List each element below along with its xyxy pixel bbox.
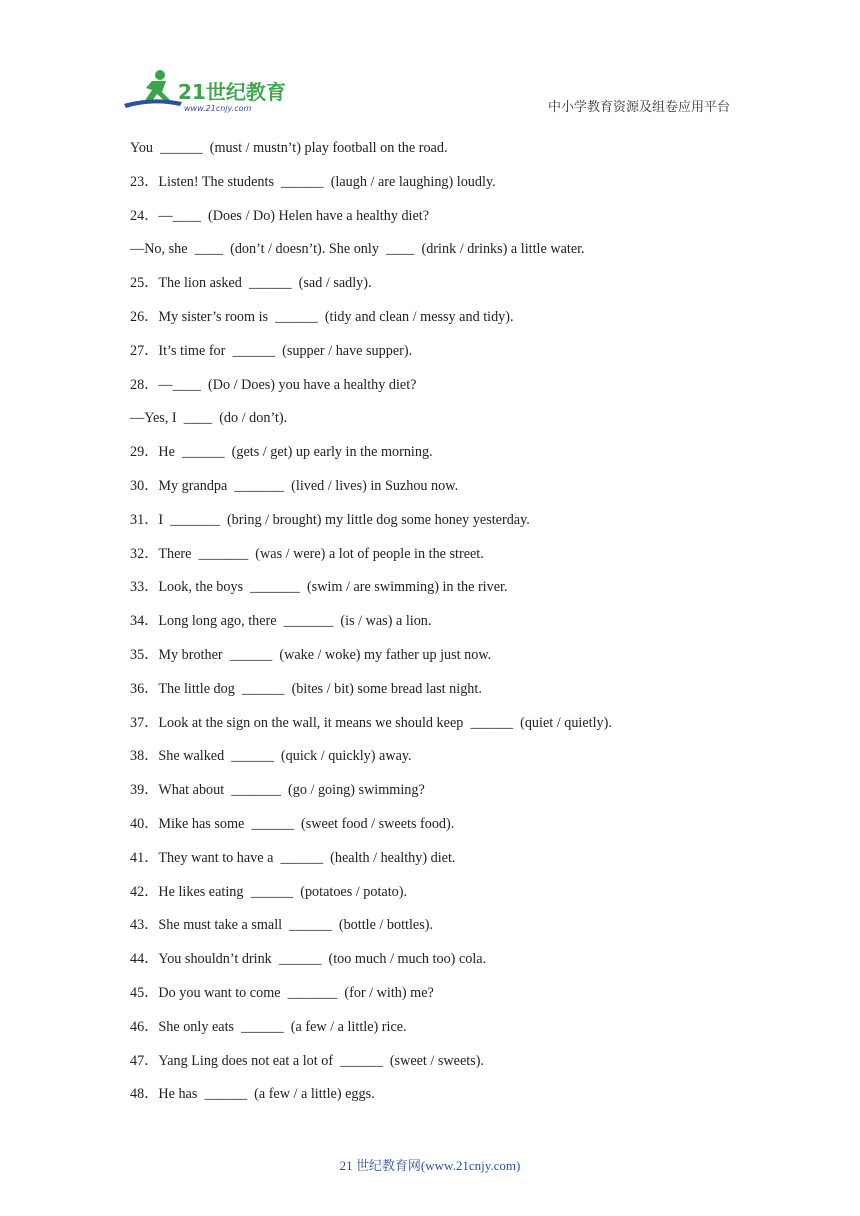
question-line: 26．My sister’s room is ______ (tidy and clean / messy and tidy). [130,308,514,325]
question-line: 38．She walked ______ (quick / quickly) away. [130,748,412,765]
question-line: 37．Look at the sign on the wall, it means we should keep ______ (quiet / quietly). [130,714,612,731]
logo [122,66,292,116]
question-list [130,138,750,1118]
question-line: —No, she ____ (don’t / doesn’t). She only ____ (drink / drinks) a little water. [130,241,585,258]
question-line: 46．She only eats ______ (a few / a little) rice. [130,1018,407,1035]
question-line: 34．Long long ago, there _______ (is / was) a lion. [130,613,432,630]
page-header [0,0,860,130]
footer-text: 21 世纪教育网(www.21cnjy.com) [339,1158,521,1173]
question-line: You ______ (must / mustn’t) play football on the road. [130,140,448,156]
logo-text: 21世纪教育 [178,80,286,104]
logo-url: www.21cnjy.com [184,104,252,113]
question-line: 30．My grandpa _______ (lived / lives) in Suzhou now. [130,477,459,494]
question-line: 47．Yang Ling does not eat a lot of ______ (sweet / sweets). [130,1052,484,1069]
question-line: 42．He likes eating ______ (potatoes / potato). [130,883,407,900]
question-line: 32．There _______ (was / were) a lot of people in the street. [130,545,484,562]
question-line: 25．The lion asked ______ (sad / sadly). [130,275,372,292]
question-line: 41．They want to have a ______ (health / healthy) diet. [130,849,456,866]
question-line: 48．He has ______ (a few / a little) eggs. [130,1086,375,1103]
question-line: 29．He ______ (gets / get) up early in the morning. [130,444,433,461]
question-line: 33．Look, the boys _______ (swim / are swimming) in the river. [130,579,508,596]
question-line: 23．Listen! The students ______ (laugh / are laughing) loudly. [130,173,496,190]
question-line: 39．What about _______ (go / going) swimming? [130,782,425,799]
question-line: 36．The little dog ______ (bites / bit) some bread last night. [130,680,482,697]
header-platform-text: 中小学教育资源及组卷应用平台 [547,100,730,115]
question-line: 24．—____ (Does / Do) Helen have a healthy diet? [130,207,430,224]
question-line: 27．It’s time for ______ (supper / have supper). [130,342,413,359]
question-line: 31．I _______ (bring / brought) my little dog some honey yesterday. [130,511,530,528]
question-line: 35．My brother ______ (wake / woke) my father up just now. [130,646,492,663]
question-line: 45．Do you want to come _______ (for / with) me? [130,984,434,1001]
question-line: 40．Mike has some ______ (sweet food / sweets food). [130,815,455,832]
question-line: 28．—____ (Do / Does) you have a healthy diet? [130,376,417,393]
question-line: —Yes, I ____ (do / don’t). [130,410,288,427]
runner-logo-icon [122,66,292,116]
question-line: 44．You shouldn’t drink ______ (too much / much too) cola. [130,951,487,968]
question-line: 43．She must take a small ______ (bottle / bottles). [130,917,434,934]
